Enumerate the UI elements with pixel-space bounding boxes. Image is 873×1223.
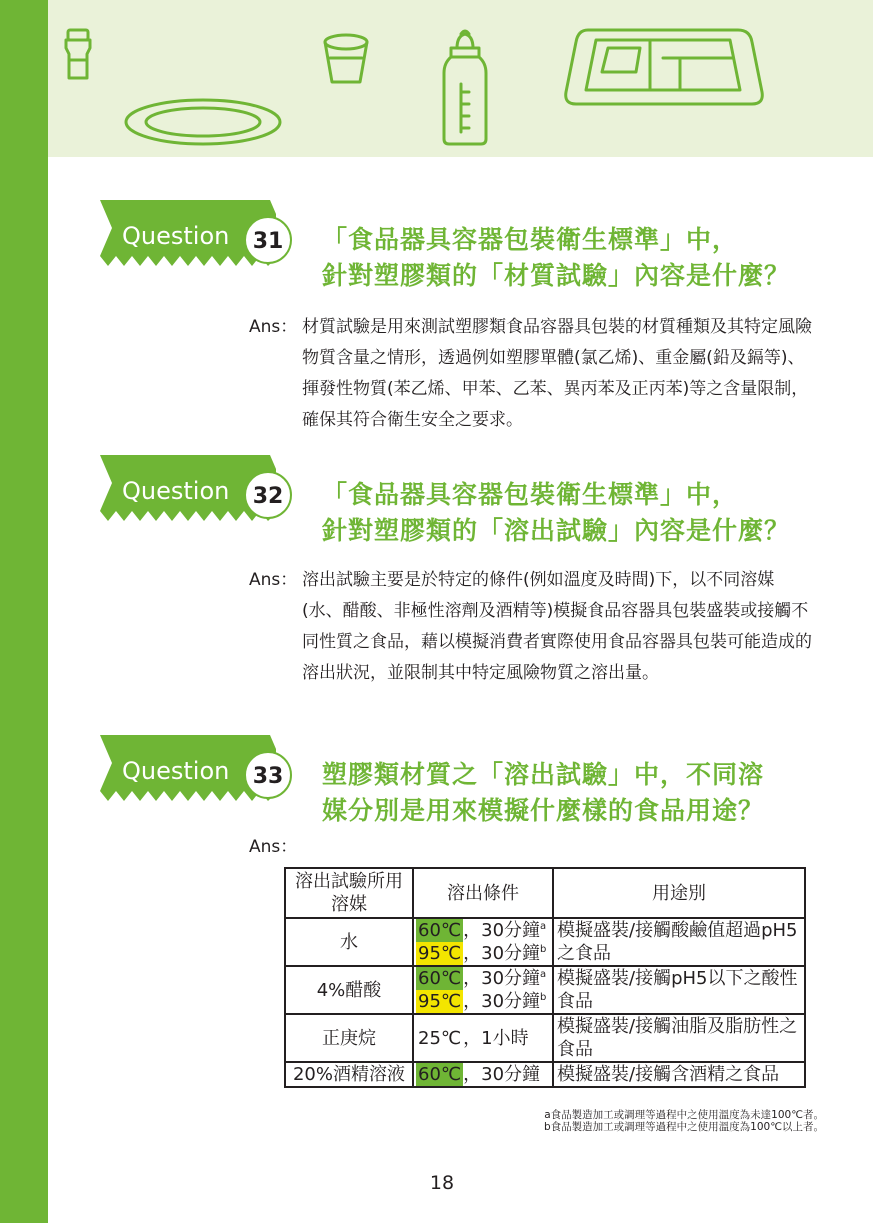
title-line-2: 針對塑膠類的「溶出試驗」內容是什麼？: [322, 516, 791, 545]
condition-line: [414, 967, 552, 990]
temperature-highlight: 95℃: [418, 991, 462, 1012]
condition-line: [414, 990, 552, 1013]
conditions-cell: [413, 966, 553, 1014]
yogurt-bottle-icon: [66, 30, 90, 78]
usage-cell: 模擬盛裝/接觸含酒精之食品: [553, 1062, 805, 1087]
question-label: Question: [122, 477, 230, 505]
condition-duration: ，30分鐘: [463, 920, 541, 941]
conditions-cell: [413, 1014, 553, 1062]
answer-31-text: 材質試驗是用來測試塑膠類食品容器具包裝的材質種類及其特定風險物質含量之情形，透過例如塑膠單體(氯乙烯)、重金屬(鉛及鎘等)、揮發性物質(苯乙烯、甲苯、乙苯、異丙苯及正丙苯)等之含量限制，確保其符合衛生安全之要求。: [302, 317, 812, 430]
question-33-tag: [100, 731, 300, 811]
header-illustration-band: [48, 0, 873, 157]
answer-32-text: 溶出試驗主要是於特定的條件(例如溫度及時間)下，以不同溶媒(水、醋酸、非極性溶劑及酒精等)模擬食品容器具包裝盛裝或接觸不同性質之食品，藉以模擬消費者實際使用食品容器具包裝可能造成的溶出狀況，並限制其中特定風險物質之溶出量。: [302, 570, 812, 683]
question-32-title: [322, 477, 790, 549]
header-usage: 用途別: [553, 868, 805, 918]
page-number: 18: [429, 1172, 455, 1194]
temperature-highlight: 95℃: [418, 943, 462, 964]
solvent-cell: 20%酒精溶液: [285, 1062, 413, 1087]
footnote-marker: b: [540, 992, 547, 1003]
baby-bottle-icon: [444, 31, 486, 144]
solvent-cell: 水: [285, 918, 413, 966]
table-footnotes: [300, 1109, 824, 1133]
title-line-2: 媒分別是用來模擬什麼樣的食品用途？: [322, 796, 765, 825]
conditions-cell: [413, 1062, 553, 1087]
title-line-2: 針對塑膠類的「材質試驗」內容是什麼？: [322, 261, 791, 290]
condition-duration: ，30分鐘: [463, 991, 541, 1012]
usage-cell: 模擬盛裝/接觸油脂及脂肪性之食品: [553, 1014, 805, 1062]
ans-label: Ans：: [249, 570, 298, 590]
title-line-1: 「食品器具容器包裝衛生標準」中，: [322, 480, 739, 509]
table-row: [285, 918, 805, 966]
usage-cell: 模擬盛裝/接觸pH5以下之酸性食品: [553, 966, 805, 1014]
condition-duration: ，30分鐘: [463, 1064, 541, 1085]
elution-test-table: [284, 867, 806, 1088]
condition-line: [414, 942, 552, 965]
temperature-highlight: 60℃: [418, 968, 462, 989]
title-line-1: 塑膠類材質之「溶出試驗」中，不同溶: [322, 760, 765, 789]
title-line-1: 「食品器具容器包裝衛生標準」中，: [322, 225, 739, 254]
table-row: [285, 1062, 805, 1087]
question-31-tag: [100, 196, 300, 276]
temperature-highlight: 60℃: [418, 1064, 462, 1085]
solvent-cell: 4%醋酸: [285, 966, 413, 1014]
paper-cup-icon: [325, 35, 367, 82]
table-row: [285, 966, 805, 1014]
condition-duration: ，30分鐘: [463, 943, 541, 964]
condition-line: [414, 1027, 552, 1050]
table-row: [285, 1014, 805, 1062]
question-number: 31: [252, 229, 284, 254]
condition-line: [414, 1063, 552, 1086]
side-accent-bar: [0, 0, 48, 1223]
question-31-title: [322, 222, 790, 294]
table-header-row: [285, 868, 805, 918]
question-33-title: [322, 757, 764, 829]
question-label: Question: [122, 757, 230, 785]
header-solvent: 溶出試驗所用溶媒: [285, 868, 413, 918]
plate-icon: [126, 100, 280, 144]
footnote-marker: b: [540, 944, 547, 955]
footnote-b: b食品製造加工或調理等過程中之使用溫度為100℃以上者。: [544, 1121, 824, 1133]
solvent-cell: 正庚烷: [285, 1014, 413, 1062]
conditions-cell: [413, 918, 553, 966]
question-32-tag: [100, 451, 300, 531]
footnote-marker: a: [540, 921, 547, 932]
condition-line: [414, 919, 552, 942]
ans-label: Ans：: [249, 837, 298, 857]
temperature-value: 25℃: [418, 1027, 462, 1049]
question-label: Question: [122, 222, 230, 250]
ans-label: Ans：: [249, 317, 298, 337]
question-number: 33: [252, 764, 284, 789]
footnote-a: a食品製造加工或調理等過程中之使用溫度為未達100℃者。: [544, 1109, 824, 1121]
bento-box-icon: [566, 30, 763, 104]
usage-cell: 模擬盛裝/接觸酸鹼值超過pH5之食品: [553, 918, 805, 966]
header-conditions: 溶出條件: [413, 868, 553, 918]
footnote-marker: a: [540, 969, 547, 980]
temperature-highlight: 60℃: [418, 920, 462, 941]
condition-duration: ，30分鐘: [463, 968, 541, 989]
condition-duration: ，1小時: [463, 1027, 529, 1049]
question-number: 32: [252, 484, 284, 509]
